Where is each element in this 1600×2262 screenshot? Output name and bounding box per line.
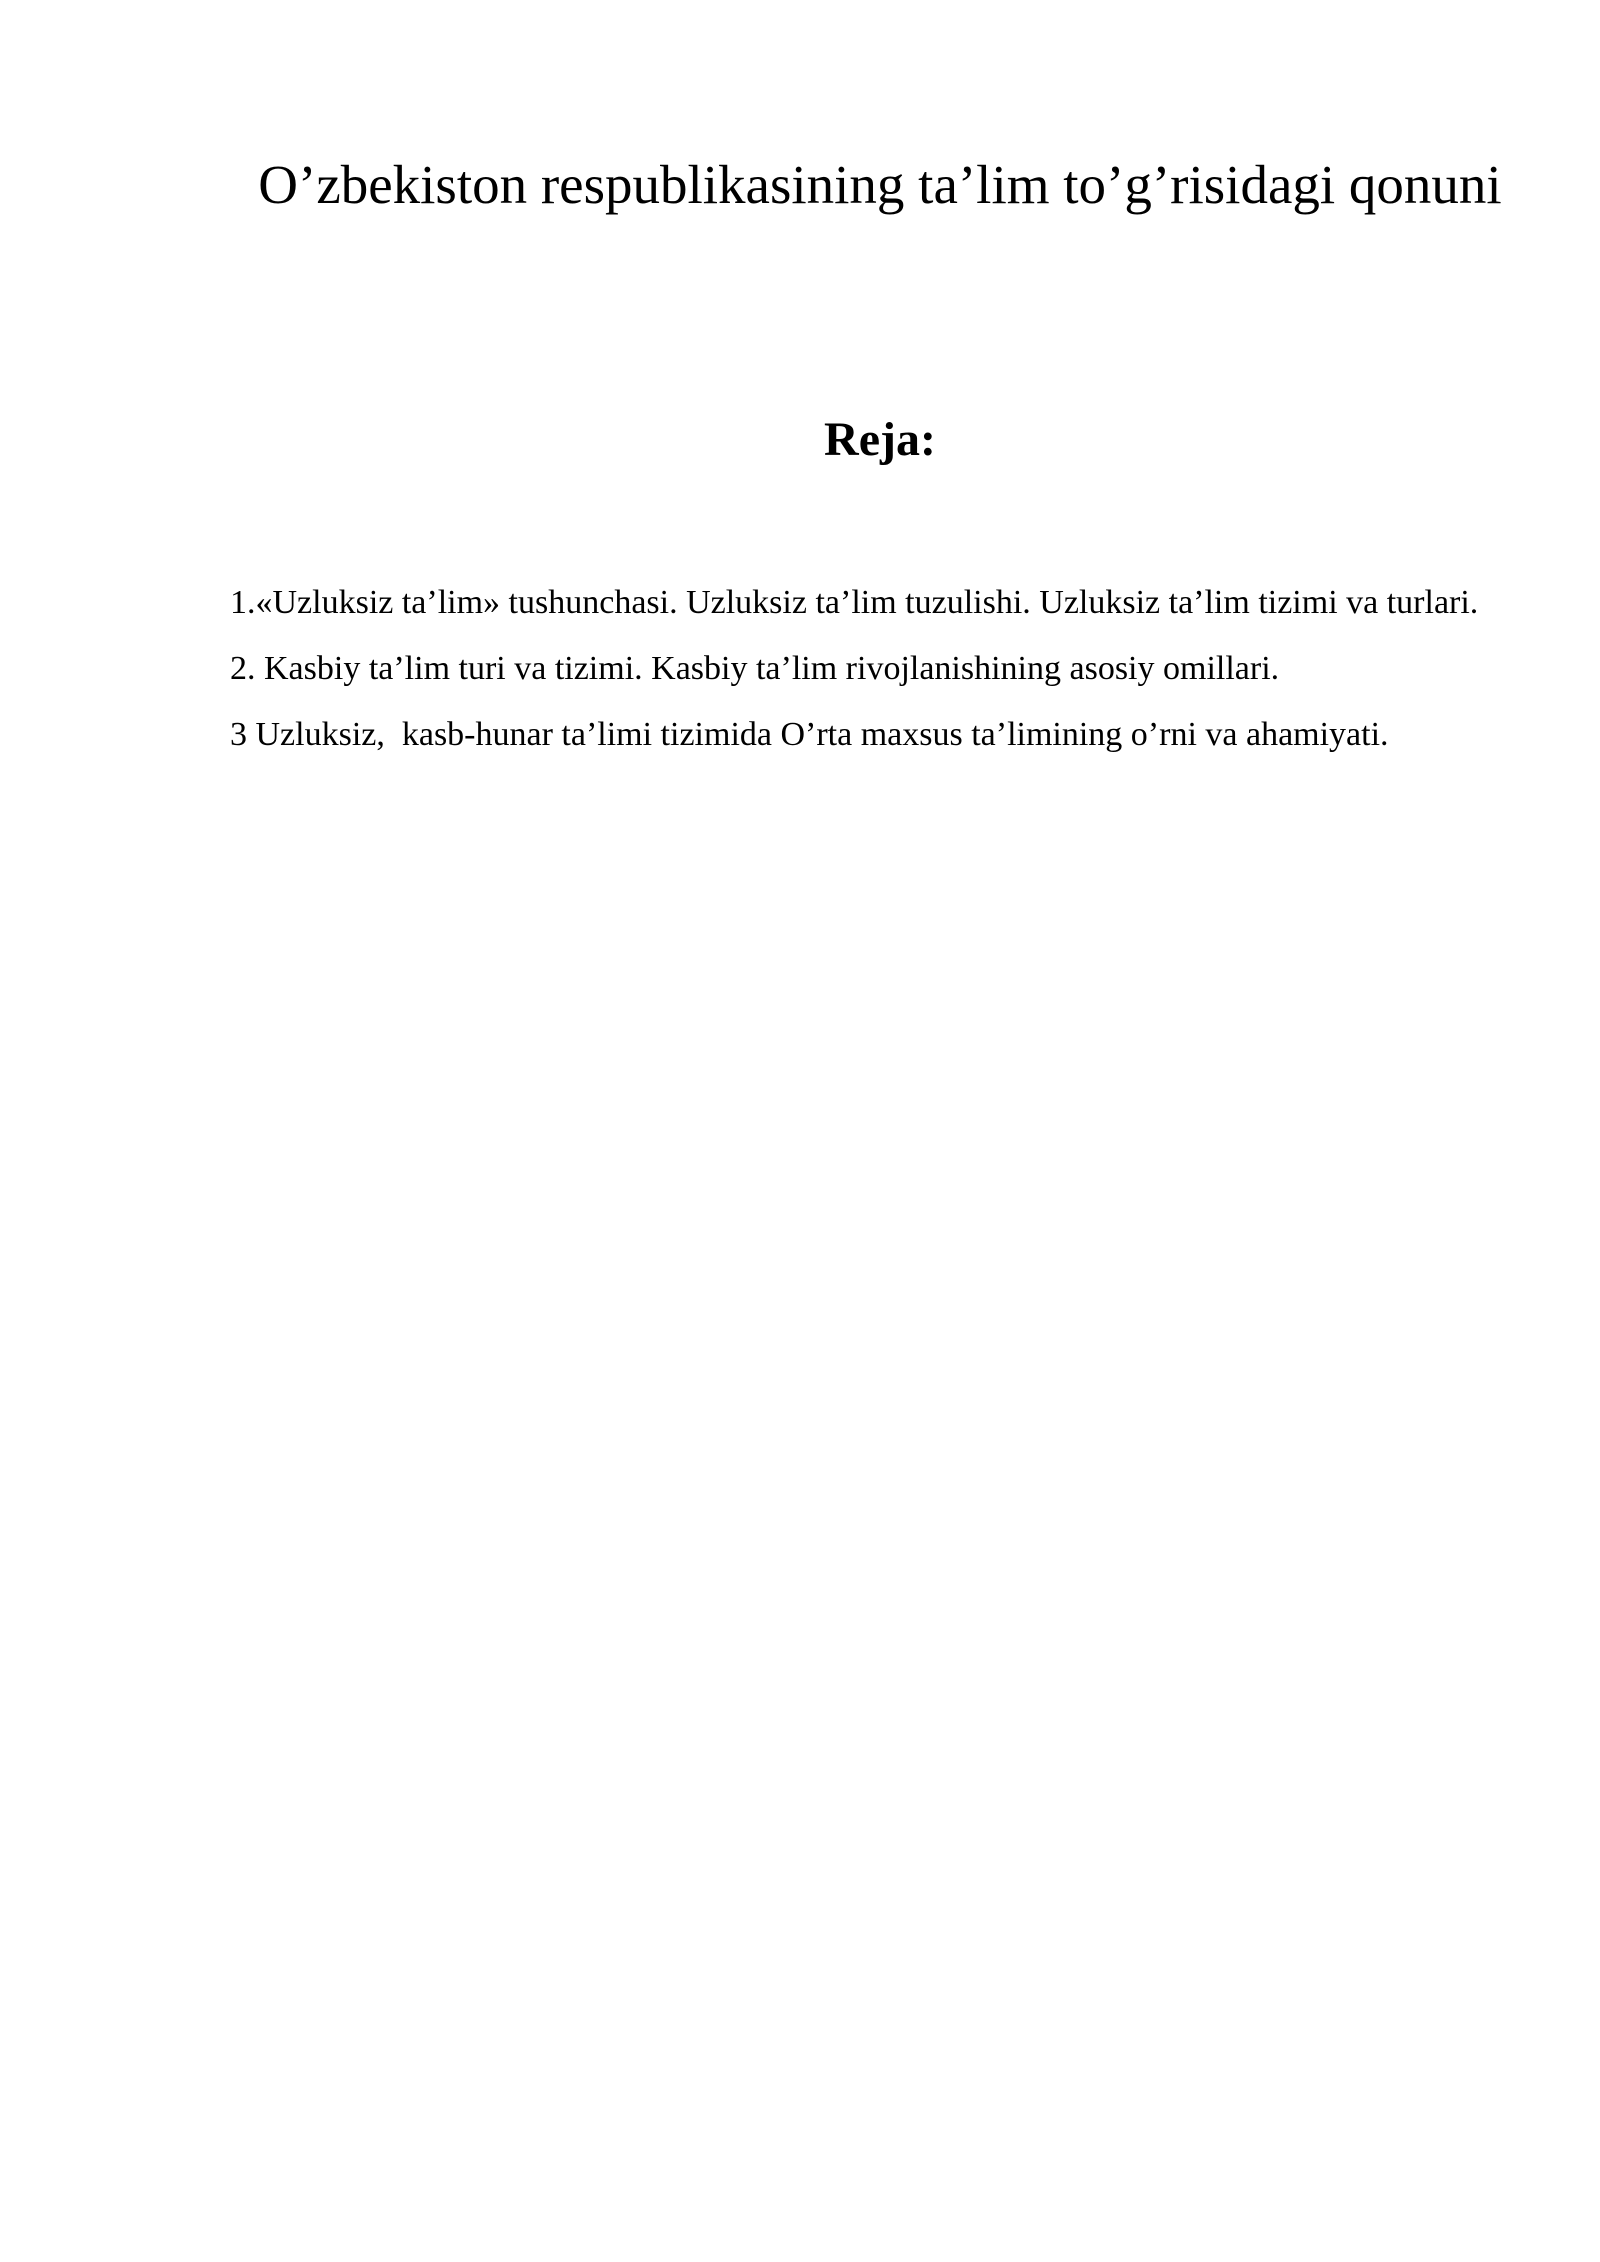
plan-item-2: 2. Kasbiy ta’lim turi va tizimi. Kasbiy ta’lim rivojlanishining asosiy omillari.	[230, 650, 1280, 687]
plan-item-1: 1.«Uzluksiz ta’lim» tushunchasi. Uzluksiz ta’lim tuzulishi. Uzluksiz ta’lim tizimi va turlari.	[230, 584, 1479, 621]
plan-heading: Reja:	[824, 413, 936, 466]
plan-item-3: 3 Uzluksiz, kasb-hunar ta’limi tizimida O’rta maxsus ta’limining o’rni va ahamiyati.	[230, 716, 1389, 753]
plan-list	[230, 570, 1520, 768]
document-title: O’zbekiston respublikasining ta’lim to’g’risidagi qonuni	[258, 154, 1502, 215]
